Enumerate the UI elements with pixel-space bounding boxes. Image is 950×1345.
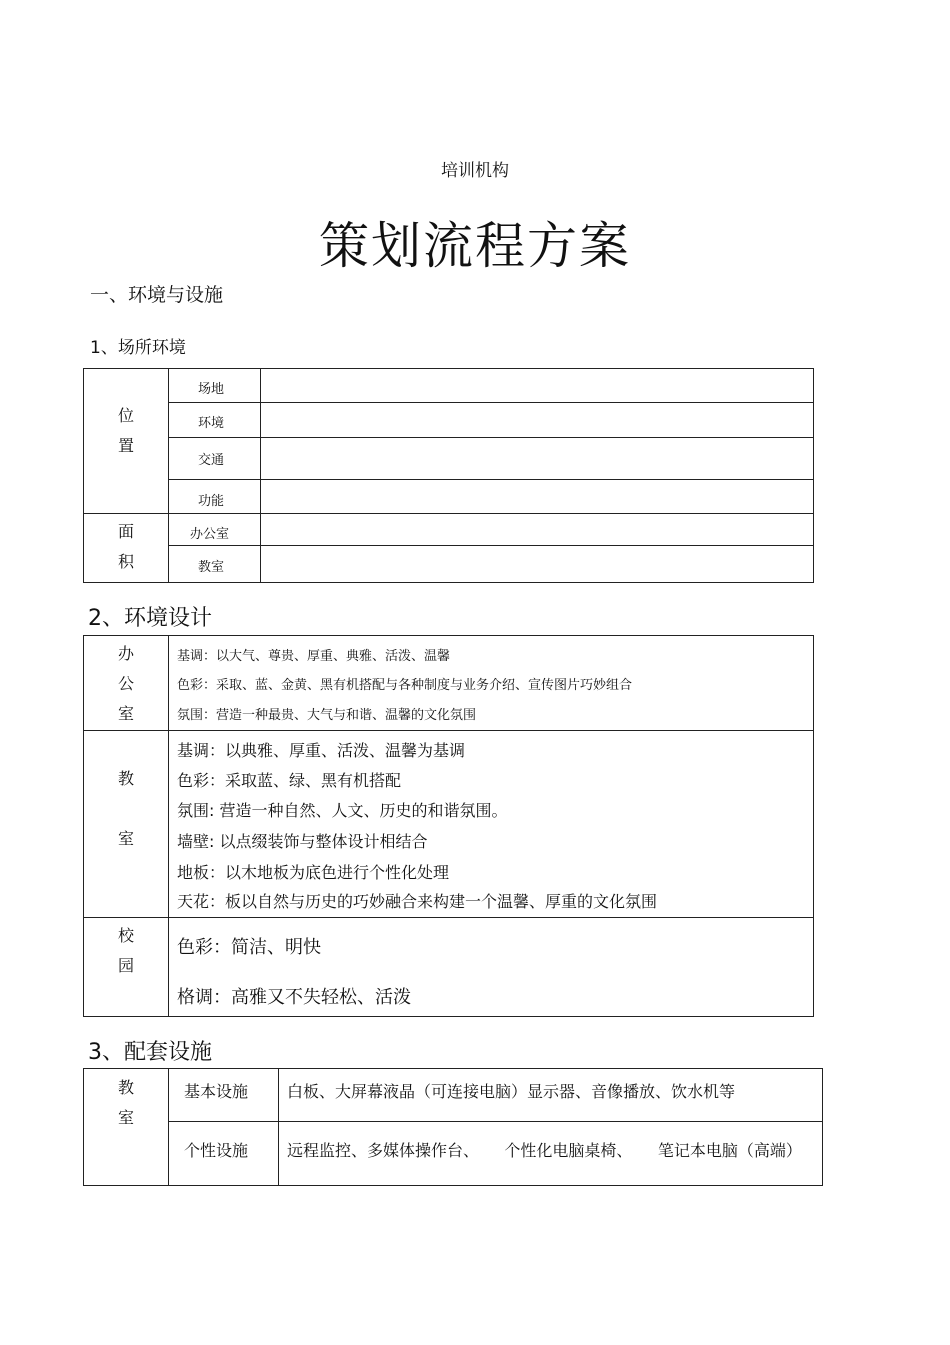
- facilities-label-classroom: 教 室: [117, 1078, 134, 1127]
- row-label-classroom: 教室: [198, 560, 225, 575]
- office-tone: 基调：以大气、尊贵、厚重、典雅、活泼、温馨: [177, 649, 451, 664]
- venue-table: [83, 368, 814, 583]
- row-label-transport: 交通: [198, 453, 225, 468]
- classroom-floor: 地板：以木地板为底色进行个性化处理: [177, 863, 450, 882]
- classroom-ceiling: 天花：板以自然与历史的巧妙融合来构建一个温馨、厚重的文化氛围: [177, 892, 658, 911]
- campus-color: 色彩：简洁、明快: [177, 937, 321, 958]
- row-label-site: 场地: [198, 382, 225, 397]
- group-label-location: 位 置: [117, 406, 134, 455]
- design-label-office: 办 公 室: [117, 644, 134, 723]
- classroom-walls: 墙壁: 以点缀装饰与整体设计相结合: [177, 832, 428, 851]
- facilities-table: [83, 1068, 823, 1186]
- classroom-color: 色彩：采取蓝、绿、黑有机搭配: [177, 771, 402, 790]
- organization-label: 培训机构: [441, 161, 509, 181]
- subsection-heading-design: 2、环境设计: [88, 606, 212, 631]
- subsection-heading-venue: 1、场所环境: [90, 338, 186, 358]
- section-heading: 一、环境与设施: [90, 284, 224, 306]
- row-label-office: 办公室: [190, 527, 230, 542]
- facility-value-basic: 白板、大屏幕液晶（可连接电脑）显示器、音像播放、饮水机等: [287, 1082, 736, 1101]
- office-atmosphere: 氛围：营造一种最贵、大气与和谐、温馨的文化氛围: [177, 708, 477, 723]
- campus-style: 格调：高雅又不失轻松、活泼: [177, 987, 411, 1008]
- row-label-environment: 环境: [198, 416, 225, 431]
- row-label-function: 功能: [198, 494, 225, 509]
- group-label-area: 面 积: [117, 522, 134, 571]
- classroom-atmosphere: 氛围: 营造一种自然、人文、历史的和谐氛围。: [177, 801, 508, 820]
- office-color: 色彩：采取、蓝、金黄、黑有机搭配与各种制度与业务介绍、宣传图片巧妙组合: [177, 678, 633, 693]
- design-label-campus: 校 园: [117, 926, 134, 975]
- classroom-tone: 基调：以典雅、厚重、活泼、温馨为基调: [177, 741, 466, 760]
- page-title: 策划流程方案: [319, 217, 631, 275]
- facility-value-custom: 远程监控、多媒体操作台、 个性化电脑桌椅、 笔记本电脑（高端）: [287, 1141, 802, 1160]
- design-label-classroom: 教 室: [117, 769, 134, 848]
- facility-name-custom: 个性设施: [184, 1141, 249, 1160]
- facility-name-basic: 基本设施: [184, 1082, 249, 1101]
- design-table: [83, 635, 814, 1017]
- subsection-heading-facilities: 3、配套设施: [88, 1040, 212, 1065]
